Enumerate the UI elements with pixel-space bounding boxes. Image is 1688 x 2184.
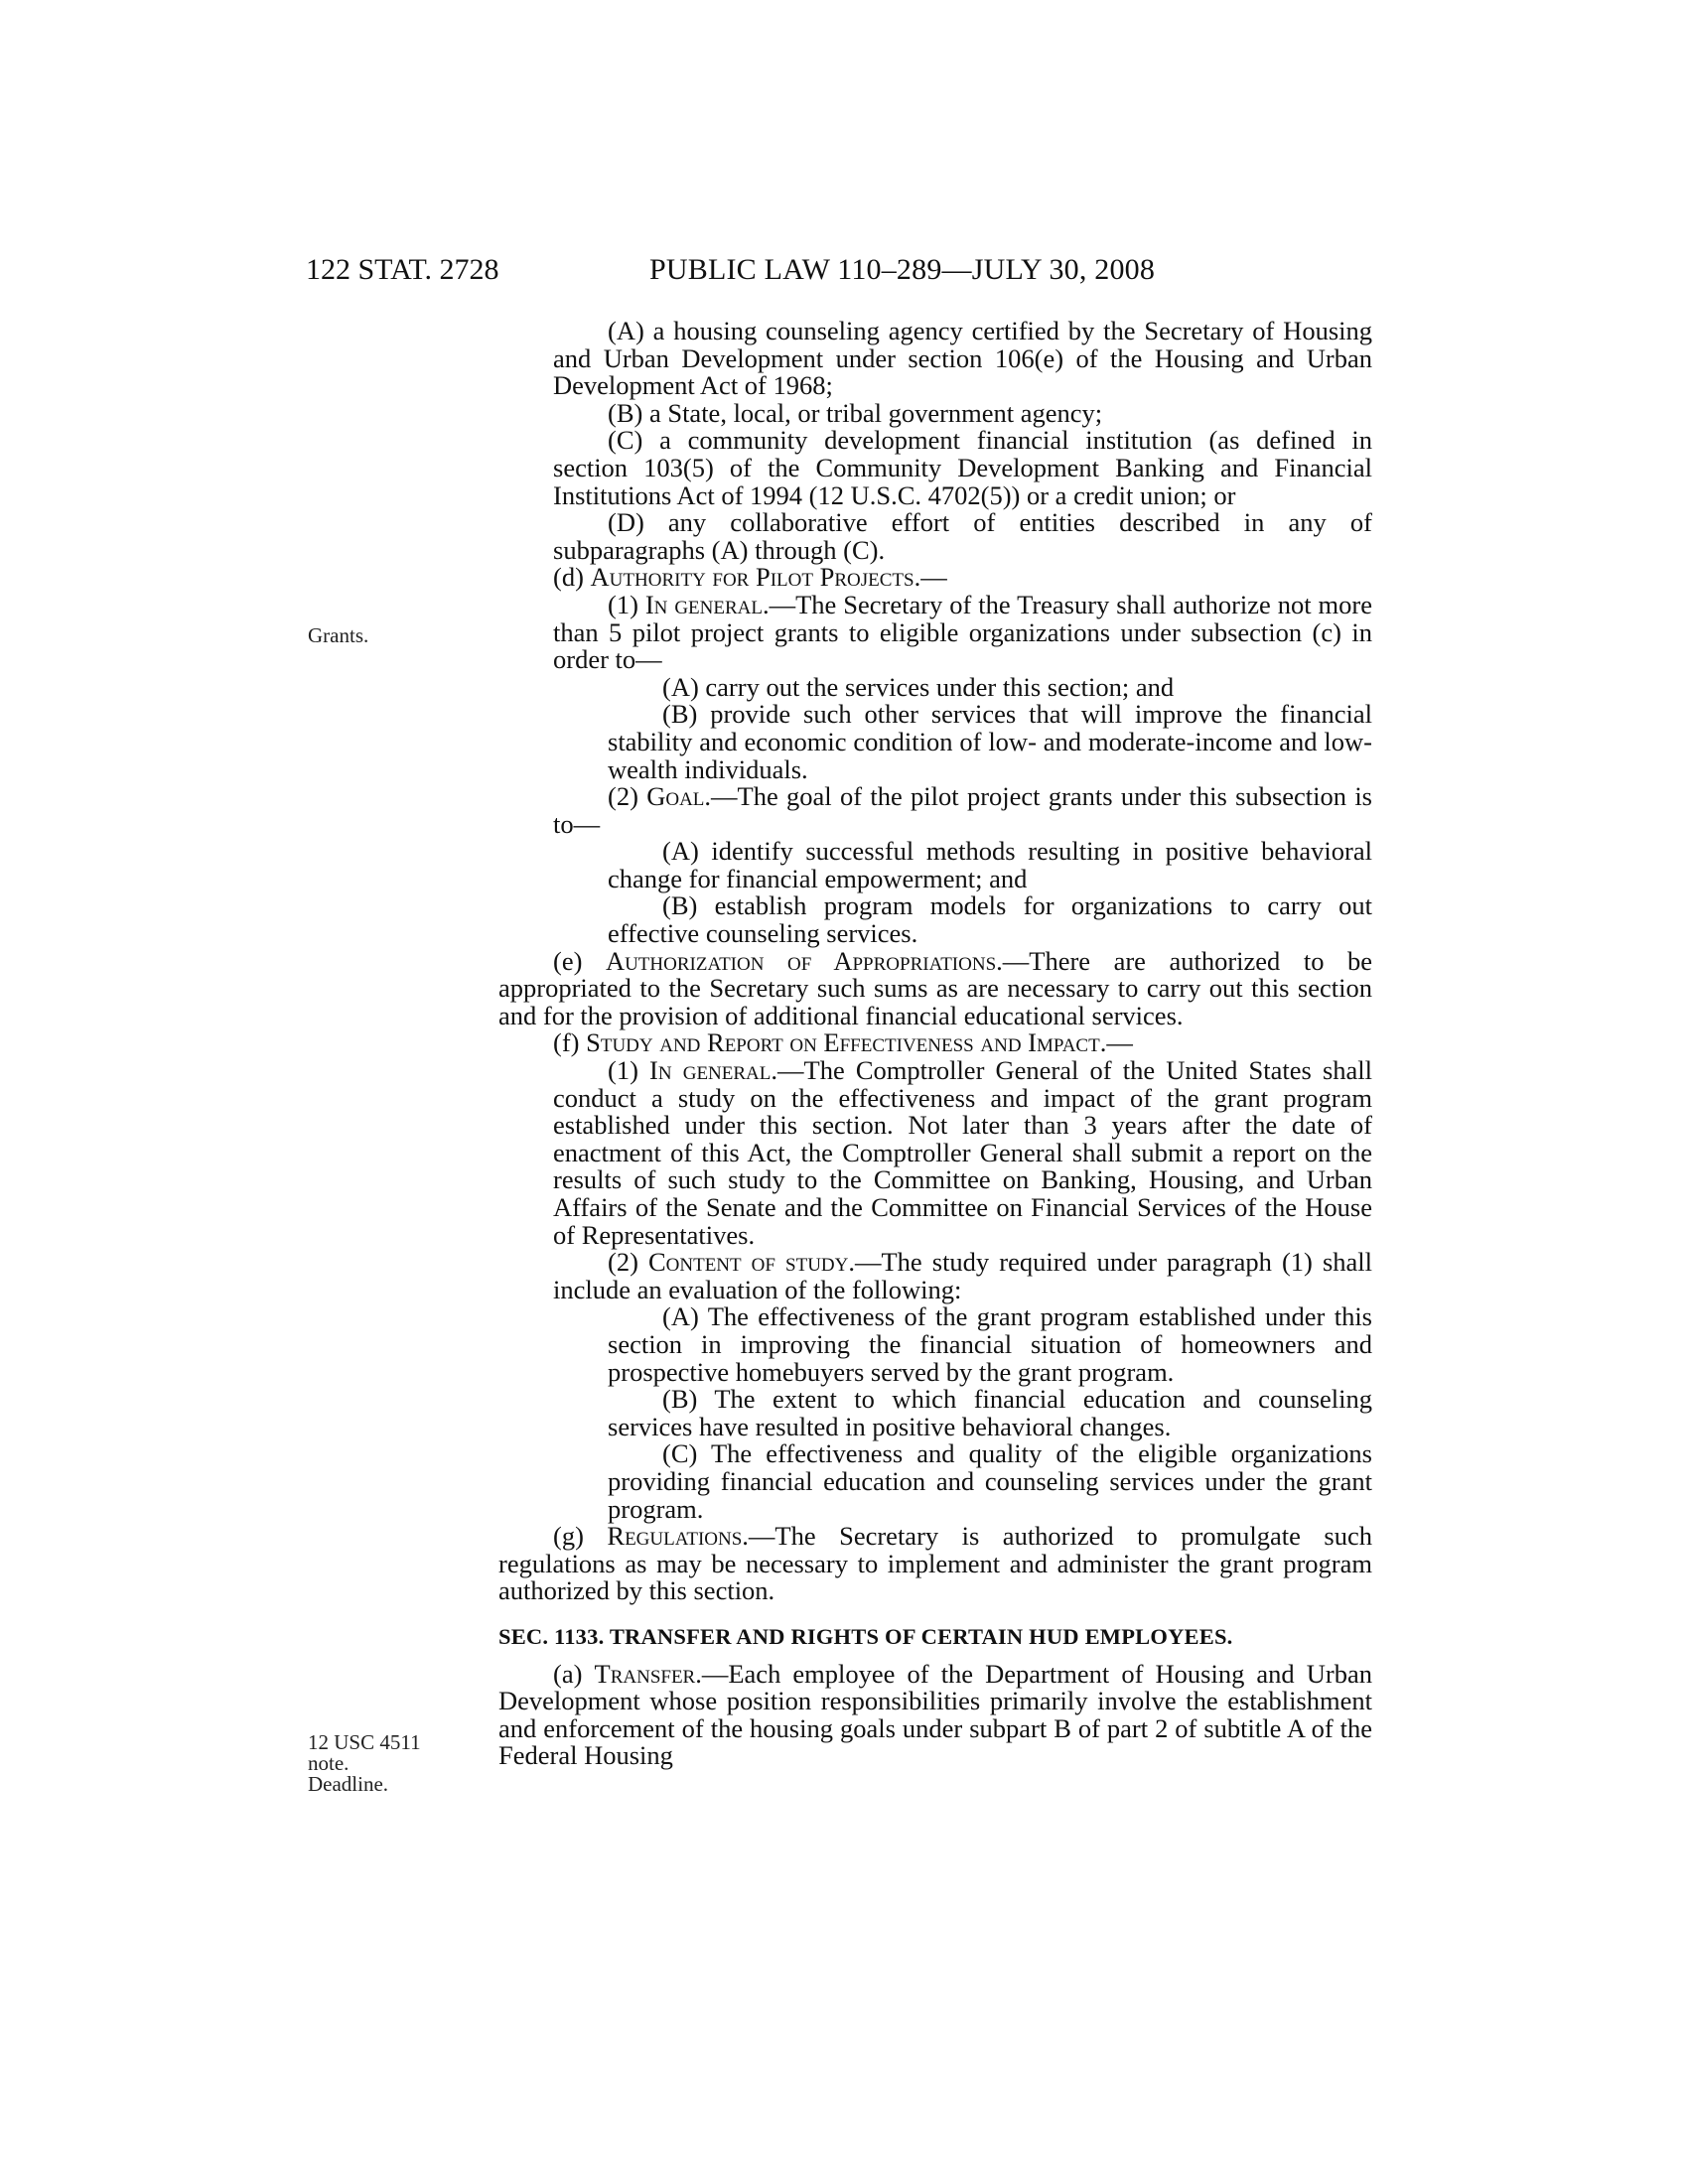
margin-note-usc-note: note. <box>308 1751 350 1775</box>
subsection-g-prefix: (g) <box>553 1521 608 1552</box>
subsection-a-prefix: (a) <box>553 1658 595 1689</box>
margin-note-usc <box>308 1732 421 1795</box>
paragraph-d-1-text: .—The Secretary of the Treasury shall authorize not more than 5 pilot project grants to eligible organizations under subsection (c) in order to— <box>553 589 1372 675</box>
paragraph-d-2-B: (B) establish program models for organizations to carry out effective counseling services. <box>608 890 1372 949</box>
body-text <box>498 318 1372 1770</box>
paragraph-d-1-B: (B) provide such other services that will improve the financial stability and economic condition of low- and moderate-income and low-wealth individuals. <box>608 699 1372 784</box>
subsection-f-suffix: .— <box>1099 1027 1133 1058</box>
paragraph-f-1-prefix: (1) <box>608 1055 650 1086</box>
paragraph-d-1-title: In general <box>644 589 763 619</box>
margin-note-usc-citation: 12 USC 4511 <box>308 1730 421 1754</box>
statute-page-number: 122 STAT. 2728 <box>306 253 499 286</box>
paragraph-f-2-A: (A) The effectiveness of the grant program established under this section in improving the financial situation of homeowners and prospective homebuyers served by the grant program. <box>608 1301 1372 1387</box>
paragraph-d-2-prefix: (2) <box>608 781 647 812</box>
subsection-e-prefix: (e) <box>553 945 606 976</box>
subsection-d-heading <box>498 564 1372 592</box>
paragraph-d-1 <box>498 589 1372 675</box>
paragraph-f-2-C: (C) The effectiveness and quality of the eligible organizations providing financial education and counseling services under the grant program. <box>608 1438 1372 1524</box>
subsection-e-title: Authorization of Appropriations <box>605 945 997 976</box>
subsection-f-heading <box>498 1029 1372 1057</box>
subsection-f-prefix: (f) <box>553 1027 587 1058</box>
subsection-g <box>498 1523 1372 1605</box>
subsection-e <box>498 945 1372 1030</box>
paragraph-c-B: (B) a State, local, or tribal government agency; <box>608 397 1103 428</box>
subsection-g-text: .—The Secretary is authorized to promulgate such regulations as may be necessary to implement and administer the grant program authorized by this section. <box>498 1521 1372 1606</box>
paragraph-c-D: (D) any collaborative effort of entities described in any of subparagraphs (A) through (C). <box>553 507 1372 565</box>
subsection-a-text: .—Each employee of the Department of Housing and Urban Development whose position responsibilities primarily involve the establishment and enforcement of the housing goals under subpart B of part 2 of subtitle A of the Federal Housing <box>498 1658 1372 1771</box>
page-header <box>306 250 1398 290</box>
paragraph-f-1-title: In general <box>649 1055 772 1086</box>
paragraph-f-2-B: (B) The extent to which financial education and counseling services have resulted in positive behavioral changes. <box>608 1384 1372 1441</box>
paragraph-d-2-title: Goal <box>646 781 705 812</box>
subsection-d-suffix: .— <box>914 562 947 593</box>
paragraph-c-C: (C) a community development financial institution (as defined in section 103(5) of the Community Development Banking and Financial Institutions Act of 1994 (12 U.S.C. 4702(5)) or a credit union; or <box>553 425 1372 510</box>
paragraph-d-1-prefix: (1) <box>608 589 645 619</box>
paragraph-f-2-prefix: (2) <box>608 1247 648 1278</box>
subsection-g-title: Regulations <box>607 1521 743 1552</box>
public-law-title: PUBLIC LAW 110–289—JULY 30, 2008 <box>649 253 1156 286</box>
paragraph-f-2 <box>498 1249 1372 1303</box>
paragraph-d-2-A: (A) identify successful methods resulting in positive behavioral change for financial empowerment; and <box>608 836 1372 893</box>
subsection-a-title: Transfer <box>594 1658 696 1689</box>
paragraph-f-1-text: .—The Comptroller General of the United States shall conduct a study on the effectiveness and impact of the grant program established under this section. Not later than 3 years after the date of enactment of this Act, the Comptroller General shall submit a report on the results of such study to the Committee on Banking, Housing, and Urban Affairs of the Senate and the Committee on Financial Services of the House of Representatives. <box>553 1055 1372 1250</box>
subsection-e-text: .—There are authorized to be appropriated to the Secretary such sums as are necessary to carry out this section and for the provision of additional financial educational services. <box>498 945 1372 1030</box>
paragraph-f-1 <box>498 1057 1372 1249</box>
subsection-a-transfer <box>498 1658 1372 1771</box>
subsection-f-title: Study and Report on Effectiveness and Impact <box>586 1027 1100 1058</box>
paragraph-d-2 <box>498 783 1372 838</box>
paragraph-c-A: (A) a housing counseling agency certified by the Secretary of Housing and Urban Development under section 106(e) of the Housing and Urban Development Act of 1968; <box>553 316 1372 401</box>
paragraph-d-1-A: (A) carry out the services under this section; and <box>662 671 1175 702</box>
subsection-d-title: Authority for Pilot Projects <box>590 562 914 593</box>
section-1133-heading: SEC. 1133. TRANSFER AND RIGHTS OF CERTAIN HUD EMPLOYEES. <box>498 1623 1233 1649</box>
paragraph-d-2-text: .—The goal of the pilot project grants under this subsection is to— <box>553 781 1372 839</box>
margin-note-grants: Grants. <box>308 623 369 647</box>
paragraph-f-2-text: .—The study required under paragraph (1) shall include an evaluation of the following: <box>553 1247 1372 1304</box>
subsection-d-prefix: (d) <box>553 562 591 593</box>
paragraph-f-2-title: Content of study <box>647 1247 849 1278</box>
margin-note-deadline: Deadline. <box>308 1772 389 1796</box>
